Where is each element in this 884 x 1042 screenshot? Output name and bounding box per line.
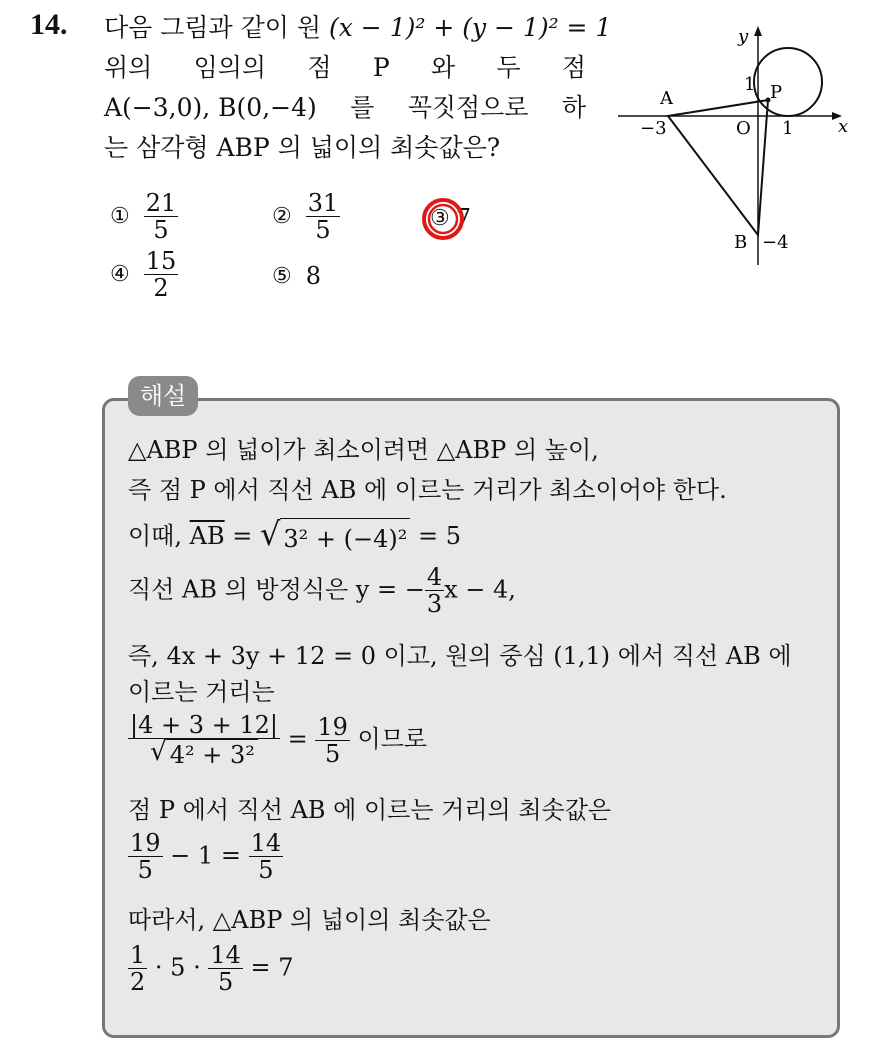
choice-value: 8 (305, 262, 322, 290)
sqrt-expression: √ 3² + (−4)² (260, 518, 410, 557)
question-line-4: 는 삼각형 ABP 의 넓이의 최솟값은? (104, 133, 501, 162)
y-axis-label: y (738, 26, 749, 47)
triangle-abp (668, 100, 768, 235)
solution-line-5: 즉, 4x + 3y + 12 = 0 이고, 원의 중심 (1,1) 에서 직선 AB 에 (128, 642, 792, 670)
choice-fraction: $\frac{31}{5}$ (307, 189, 339, 245)
choice-4[interactable] (110, 248, 178, 302)
label-b: B (734, 232, 748, 253)
tick-neg3: −3 (640, 118, 667, 139)
solution-line-7: |4 + 3 + 12| √ 4² + 3² = $\frac{19}{5}$ 이므로 (130, 711, 428, 770)
choice-mark: ③ (430, 206, 450, 231)
question-line-1: 다음 그림과 같이 원 (x − 1)² + (y − 1)² = 1 (104, 13, 612, 42)
solution-line-9: $\frac{19}{5}$ − 1 = $\frac{14}{5}$ (130, 829, 282, 885)
tick-neg4: −4 (762, 232, 789, 253)
x-axis-label: x (838, 116, 849, 137)
question-line-2: 위의 임의의 점 P 와 두 점 (104, 53, 586, 82)
label-o: O (736, 118, 751, 139)
choice-2[interactable] (272, 190, 340, 244)
label-a: A (660, 88, 673, 109)
circle (754, 48, 822, 116)
choice-mark: ⑤ (272, 263, 292, 289)
solution-line-3: 이때, $\overline{AB}$ = √ 3² + (−4)² = 5 (128, 518, 461, 557)
solution-line-10: 따라서, △ABP 의 넓이의 최솟값은 (128, 906, 491, 934)
coordinate-figure (610, 20, 850, 270)
label-p: P (770, 82, 783, 103)
choice-fraction: $\frac{15}{2}$ (145, 247, 177, 303)
question-line-3: A(−3,0), B(0,−4) 를 꼭짓점으로 하 (104, 93, 586, 122)
y-axis-arrow-icon (754, 26, 762, 36)
tick-1-x: 1 (782, 118, 794, 139)
solution-line-8: 점 P 에서 직선 AB 에 이르는 거리의 최솟값은 (128, 796, 612, 824)
solution-line-4: 직선 AB 의 방정식은 y = − $\frac{4}{3}$ x − 4, (128, 563, 516, 619)
choice-value: 7 (455, 204, 472, 232)
choice-1[interactable] (110, 190, 178, 244)
choice-mark: ① (110, 204, 130, 230)
choice-mark: ② (272, 204, 292, 230)
choice-3-selected[interactable] (430, 204, 471, 232)
choice-mark: ④ (110, 262, 130, 288)
solution-line-11: $\frac{1}{2}$ · 5 · $\frac{14}{5}$ = 7 (130, 941, 294, 997)
choice-5[interactable] (272, 262, 321, 290)
solution-line-1: △ABP 의 넓이가 최소이려면 △ABP 의 높이, (128, 436, 599, 464)
solution-line-2: 즉 점 P 에서 직선 AB 에 이르는 거리가 최소이어야 한다. (128, 476, 727, 504)
choice-fraction: $\frac{21}{5}$ (145, 189, 177, 245)
solution-badge: 해설 (128, 376, 198, 416)
tick-1-y: 1 (744, 74, 756, 95)
solution-line-6: 이르는 거리는 (128, 678, 275, 706)
question-number: 14. (30, 8, 68, 41)
selection-circle-icon (420, 196, 466, 242)
